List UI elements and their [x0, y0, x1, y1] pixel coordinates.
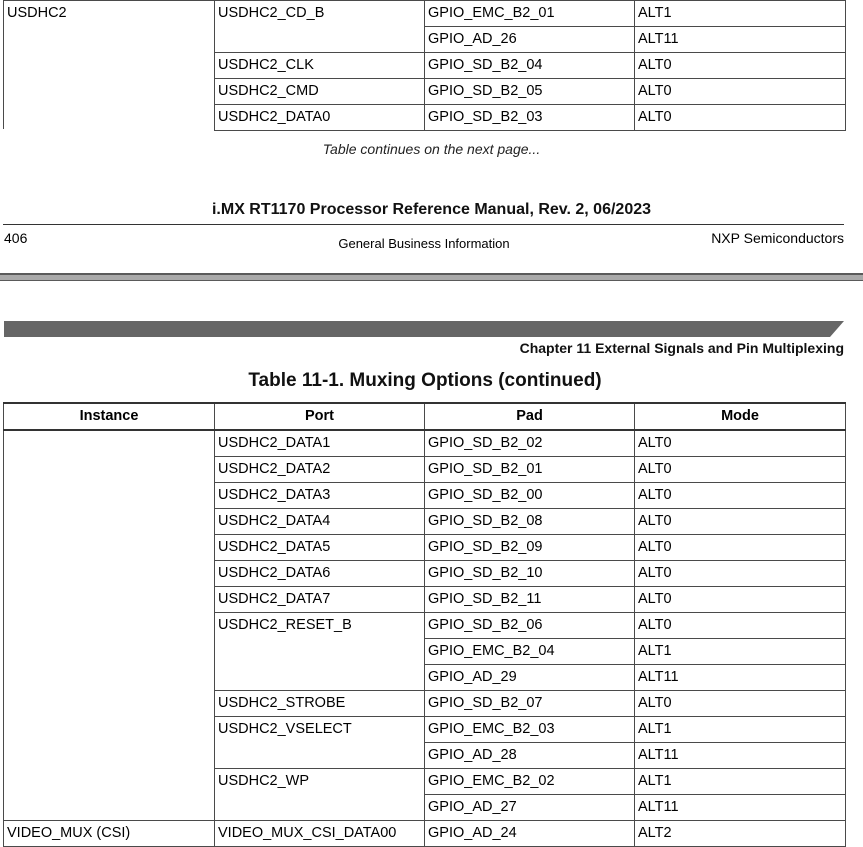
mode-cell: ALT0 — [635, 456, 846, 482]
mode-cell: ALT0 — [635, 612, 846, 638]
pad-cell: GPIO_SD_B2_04 — [425, 52, 635, 78]
port-cell: USDHC2_DATA6 — [215, 560, 425, 586]
column-header-port: Port — [215, 403, 425, 430]
pad-cell: GPIO_SD_B2_02 — [425, 430, 635, 456]
port-cell: USDHC2_WP — [215, 768, 425, 820]
port-cell: USDHC2_CD_B — [215, 0, 425, 52]
mode-cell: ALT1 — [635, 0, 846, 26]
mode-cell: ALT0 — [635, 560, 846, 586]
table-row-partial — [4, 820, 846, 846]
pad-cell: GPIO_SD_B2_08 — [425, 508, 635, 534]
chapter-title: Chapter 11 External Signals and Pin Multiplexing — [519, 340, 844, 356]
pad-cell: GPIO_EMC_B2_04 — [425, 638, 635, 664]
mode-cell: ALT0 — [635, 690, 846, 716]
mode-cell: ALT2 — [635, 820, 846, 846]
mode-cell: ALT1 — [635, 768, 846, 794]
column-header-pad: Pad — [425, 403, 635, 430]
footer-classification: General Business Information — [338, 236, 510, 251]
mode-cell: ALT0 — [635, 586, 846, 612]
pad-cell: GPIO_AD_26 — [425, 26, 635, 52]
pad-cell: GPIO_SD_B2_01 — [425, 456, 635, 482]
port-cell: USDHC2_DATA3 — [215, 482, 425, 508]
pad-cell: GPIO_SD_B2_11 — [425, 586, 635, 612]
port-cell: USDHC2_DATA0 — [215, 104, 425, 130]
pad-cell: GPIO_SD_B2_10 — [425, 560, 635, 586]
pad-cell: GPIO_SD_B2_09 — [425, 534, 635, 560]
footer-divider — [3, 224, 844, 225]
chapter-banner — [4, 321, 844, 337]
footer-page-number: 406 — [4, 230, 28, 246]
pad-cell: GPIO_SD_B2_07 — [425, 690, 635, 716]
table-row — [4, 430, 846, 456]
port-cell: USDHC2_DATA4 — [215, 508, 425, 534]
port-cell: USDHC2_RESET_B — [215, 612, 425, 690]
table-header-row — [4, 403, 846, 430]
mode-cell: ALT11 — [635, 794, 846, 820]
pad-cell: GPIO_AD_29 — [425, 664, 635, 690]
port-cell: USDHC2_VSELECT — [215, 716, 425, 768]
footer-manual-title: i.MX RT1170 Processor Reference Manual, Rev. 2, 06/2023 — [211, 201, 652, 218]
muxing-table-continued — [3, 402, 846, 847]
table-caption: Table 11-1. Muxing Options (continued) — [248, 370, 602, 391]
table-continuation-note: Table continues on the next page... — [322, 141, 541, 157]
mode-cell: ALT0 — [635, 482, 846, 508]
pad-cell: GPIO_AD_24 — [425, 820, 635, 846]
pad-cell: GPIO_SD_B2_00 — [425, 482, 635, 508]
mode-cell: ALT0 — [635, 508, 846, 534]
table-row — [4, 0, 846, 26]
mode-cell: ALT0 — [635, 534, 846, 560]
footer-company: NXP Semiconductors — [711, 230, 844, 246]
mode-cell: ALT11 — [635, 742, 846, 768]
pad-cell: GPIO_EMC_B2_01 — [425, 0, 635, 26]
port-cell: USDHC2_DATA2 — [215, 456, 425, 482]
port-cell: USDHC2_DATA1 — [215, 430, 425, 456]
mode-cell: ALT0 — [635, 52, 846, 78]
mode-cell: ALT0 — [635, 430, 846, 456]
mode-cell: ALT11 — [635, 26, 846, 52]
pad-cell: GPIO_AD_28 — [425, 742, 635, 768]
instance-cell: USDHC2 — [4, 0, 215, 130]
muxing-table-page-406 — [3, 0, 846, 131]
table-edge-mask — [0, 129, 212, 135]
port-cell: USDHC2_DATA7 — [215, 586, 425, 612]
column-header-mode: Mode — [635, 403, 846, 430]
pad-cell: GPIO_SD_B2_03 — [425, 104, 635, 130]
mode-cell: ALT0 — [635, 78, 846, 104]
instance-cell: VIDEO_MUX (CSI) — [4, 820, 215, 846]
port-cell: USDHC2_CLK — [215, 52, 425, 78]
mode-cell: ALT1 — [635, 638, 846, 664]
mode-cell: ALT1 — [635, 716, 846, 742]
mode-cell: ALT11 — [635, 664, 846, 690]
pad-cell: GPIO_EMC_B2_03 — [425, 716, 635, 742]
page-separator — [0, 273, 863, 281]
pad-cell: GPIO_SD_B2_05 — [425, 78, 635, 104]
instance-cell — [4, 430, 215, 820]
port-cell: USDHC2_DATA5 — [215, 534, 425, 560]
port-cell: USDHC2_STROBE — [215, 690, 425, 716]
column-header-instance: Instance — [4, 403, 215, 430]
port-cell: VIDEO_MUX_CSI_DATA00 — [215, 820, 425, 846]
pad-cell: GPIO_EMC_B2_02 — [425, 768, 635, 794]
pad-cell: GPIO_AD_27 — [425, 794, 635, 820]
pad-cell: GPIO_SD_B2_06 — [425, 612, 635, 638]
mode-cell: ALT0 — [635, 104, 846, 130]
port-cell: USDHC2_CMD — [215, 78, 425, 104]
